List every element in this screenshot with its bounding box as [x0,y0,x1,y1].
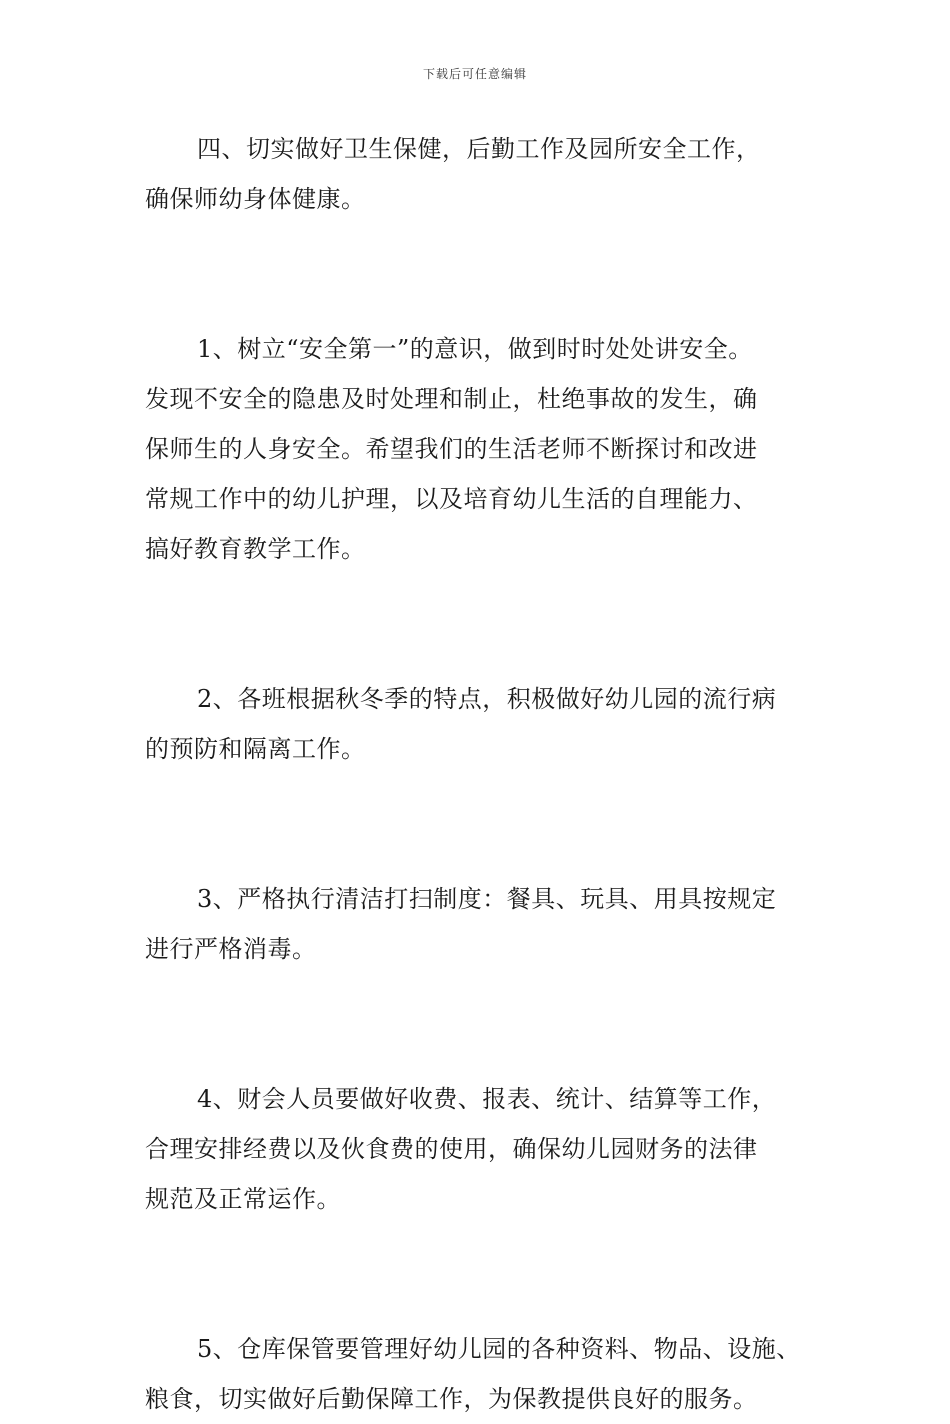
paragraph-line: 1、树立“安全第一”的意识，做到时时处处讲安全。 [197,335,753,363]
paragraph-line: 发现不安全的隐患及时处理和制止，杜绝事故的发生，确 [145,385,758,413]
paragraph-section-four [145,124,835,224]
paragraph-line: 的预防和隔离工作。 [145,735,366,763]
paragraph-item-4 [145,1074,835,1224]
paragraph-line: 粮食，切实做好后勤保障工作，为保教提供良好的服务。 [145,1385,758,1413]
document-body [145,124,835,1424]
paragraph-line: 搞好教育教学工作。 [145,535,366,563]
paragraph-line: 保师生的人身安全。希望我们的生活老师不断探讨和改进 [145,435,758,463]
page-header-note: 下载后可任意编辑 [422,67,527,81]
paragraph-line: 2、各班根据秋冬季的特点，积极做好幼儿园的流行病 [197,685,777,713]
paragraph-line: 合理安排经费以及伙食费的使用，确保幼儿园财务的法律 [145,1135,758,1163]
paragraph-item-1 [145,324,835,574]
paragraph-item-2 [145,674,835,774]
paragraph-line: 3、严格执行清洁打扫制度：餐具、玩具、用具按规定 [197,885,777,913]
paragraph-item-5 [145,1324,835,1424]
paragraph-item-3 [145,874,835,974]
paragraph-line: 规范及正常运作。 [145,1185,341,1213]
paragraph-line: 4、财会人员要做好收费、报表、统计、结算等工作， [197,1085,777,1113]
paragraph-line: 常规工作中的幼儿护理，以及培育幼儿生活的自理能力、 [145,485,758,513]
paragraph-line: 5、仓库保管要管理好幼儿园的各种资料、物品、设施、 [197,1335,801,1363]
paragraph-line: 四、切实做好卫生保健，后勤工作及园所安全工作， [197,135,761,163]
paragraph-line: 确保师幼身体健康。 [145,185,366,213]
paragraph-line: 进行严格消毒。 [145,935,317,963]
